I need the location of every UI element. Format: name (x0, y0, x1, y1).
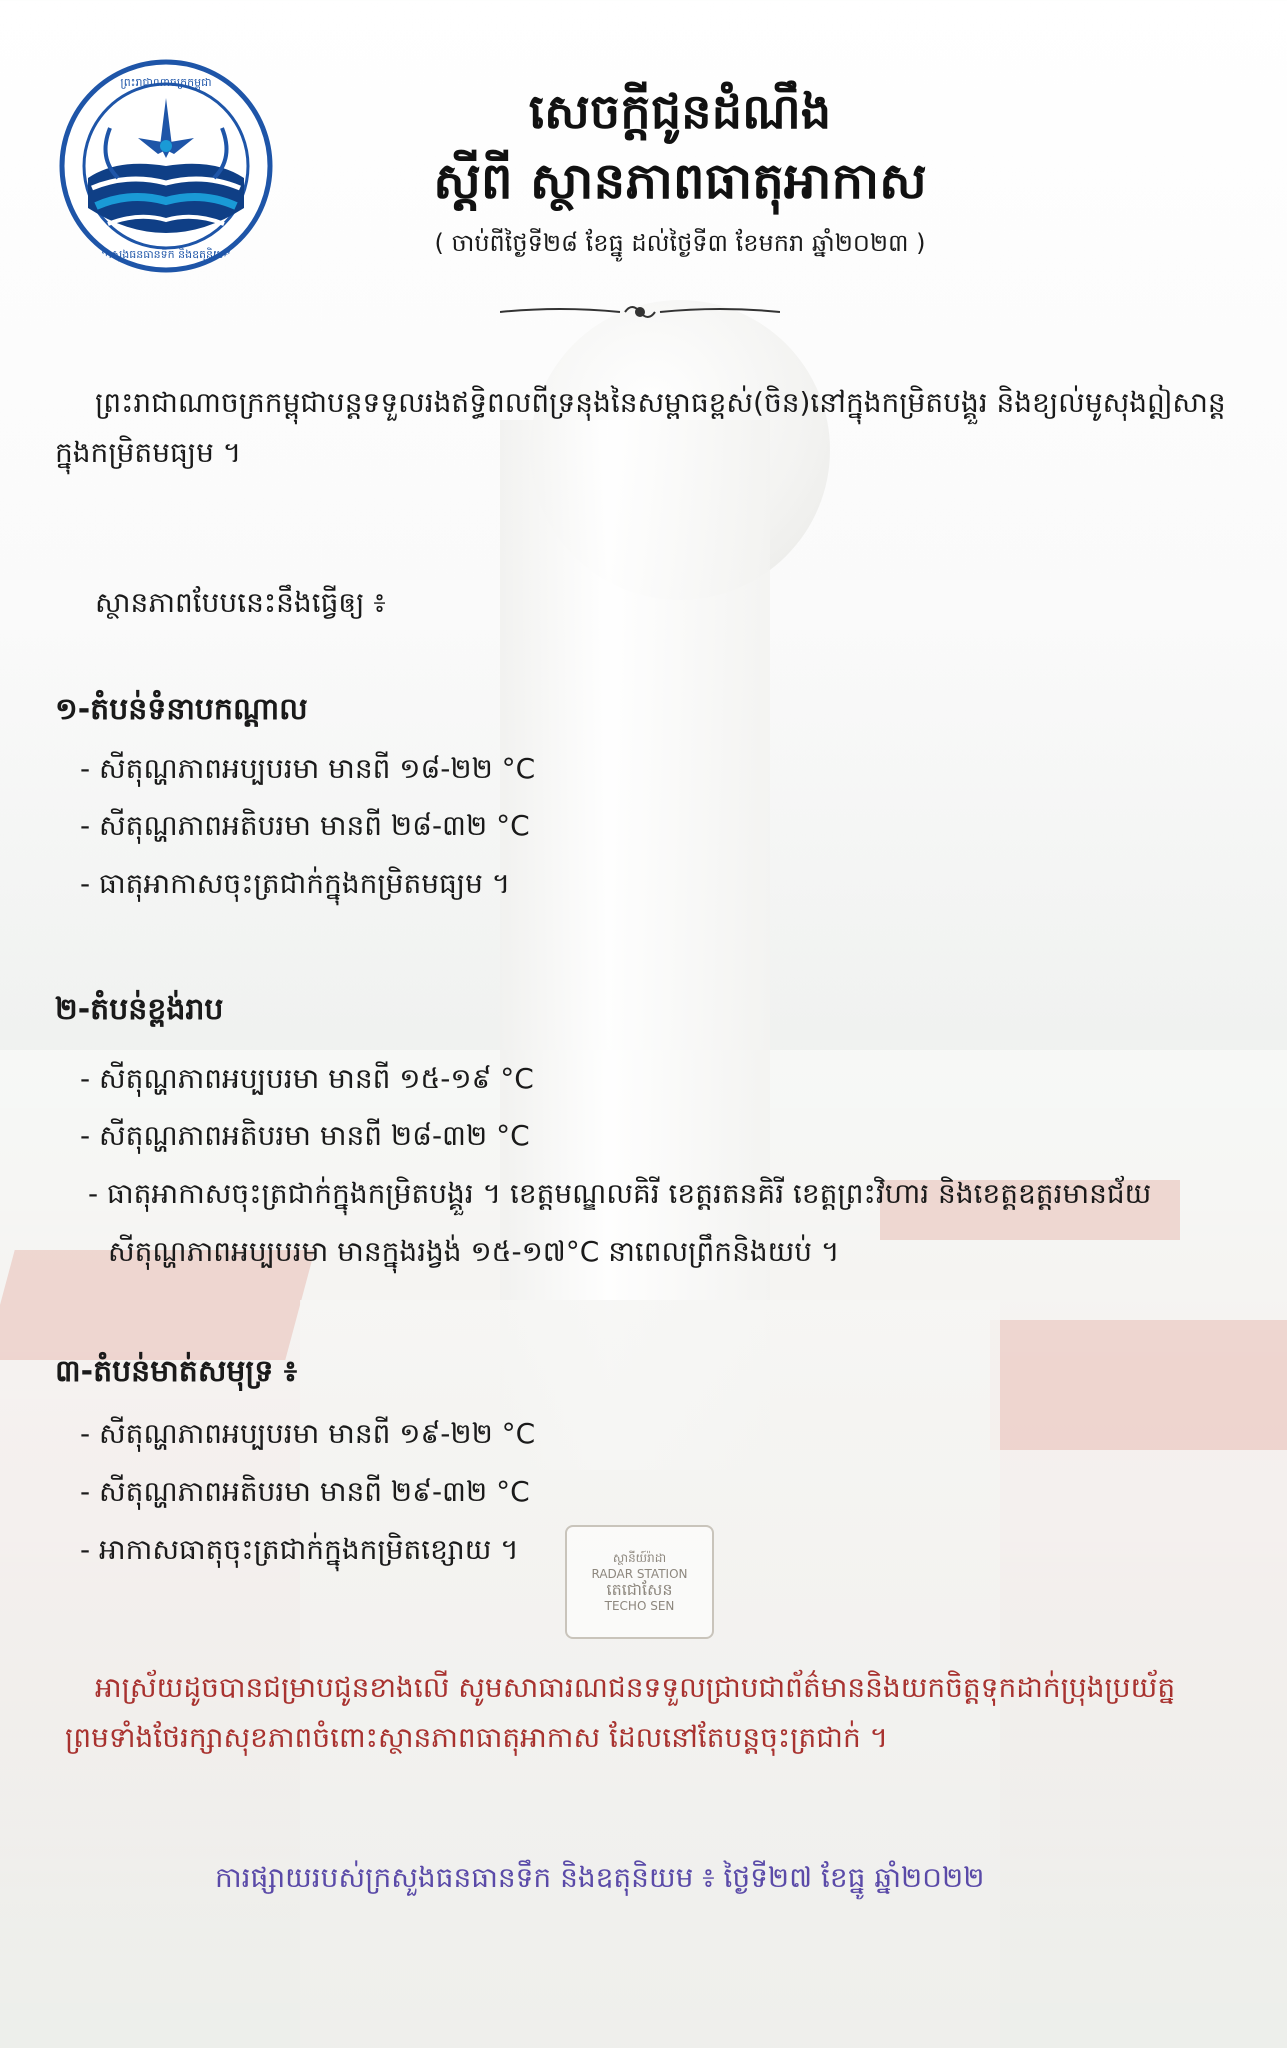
page-title: សេចក្តីជូនដំណឹង (528, 84, 832, 140)
section-2-item: - សីតុណ្ហភាពអតិបរមា មានពី ២៨-៣២ °C (80, 1119, 530, 1152)
section-2-item: - សីតុណ្ហភាពអប្បបរមា មានពី ១៥-១៩ °C (80, 1062, 534, 1095)
intro-paragraph: ព្រះរាជាណាចក្រកម្ពុជាបន្តទទួលរងឥទ្ធិពលពីទ្រនុងនៃសម្ពាធខ្ពស់(ចិន)នៅក្នុងកម្រិតបង្គួរ និងខ្យល់មូសុងឦសាន្តក្នុងកម្រិតមធ្យម ។ (55, 386, 1226, 469)
section-1-item: - ធាតុអាកាសចុះត្រជាក់ក្នុងកម្រិតមធ្យម ។ (80, 867, 511, 900)
section-2-item: - ធាតុអាកាសចុះត្រជាក់ក្នុងកម្រិតបង្គួរ ។ ខេត្តមណ្ឌលគិរី ខេត្តរតនគិរី ខេត្តព្រះវិហារ និងខេត្តឧត្តរមានជ័យ (88, 1177, 1152, 1210)
section-3-item: - សីតុណ្ហភាពអតិបរមា មានពី ២៩-៣២ °C (80, 1475, 530, 1508)
advisory-line-2: ព្រមទាំងថែរក្សាសុខភាពចំពោះស្ថានភាពធាតុអាកាស ដែលនៅតែបន្តចុះត្រជាក់ ។ (65, 1721, 889, 1754)
section-1-item: - សីតុណ្ហភាពអតិបរមា មានពី ២៨-៣២ °C (80, 809, 530, 842)
section-3-heading: ៣-តំបន់មាត់សមុទ្រ ៖ (55, 1354, 298, 1389)
issuer-footer: ការផ្សាយរបស់ក្រសួងធនធានទឹក និងឧតុនិយម ៖ ថ្ងៃទី២៧ ខែធ្នូ ឆ្នាំ២០២២ (215, 1861, 985, 1894)
radar-sign-en2: TECHO SEN (604, 1599, 675, 1613)
ornament-divider-icon (500, 300, 780, 324)
section-1-heading: ១-តំបន់ទំនាបកណ្តាល (55, 692, 308, 727)
section-2-heading: ២-តំបន់ខ្ពង់រាប (55, 992, 224, 1027)
section-3-item: - សីតុណ្ហភាពអប្បបរមា មានពី ១៩-២២ °C (80, 1417, 536, 1450)
section-1-item: - សីតុណ្ហភាពអប្បបរមា មានពី ១៨-២២ °C (80, 752, 536, 785)
ministry-logo-icon (58, 58, 274, 274)
intro-lead: ស្ថានភាពបែបនេះនឹងធ្វើឲ្យ ៖ (95, 586, 386, 619)
logo-ring-bottom: ក្រសួងធនធានទឹក និងឧតុនិយម (101, 248, 231, 261)
radar-sign-kh2: តេជោសែន (606, 1580, 673, 1599)
radar-sign-en: RADAR STATION (591, 1567, 688, 1581)
logo-ring-top: ព្រះរាជាណាចក្រកម្ពុជា (120, 76, 212, 89)
radar-sign-kh: ស្ថានីយ៍រ៉ាដា (612, 1551, 667, 1565)
advisory-line-1: អាស្រ័យដូចបានជម្រាបជូនខាងលើ សូមសាធារណជនទទួលជ្រាបជាព័ត៌មាននិងយកចិត្តទុកដាក់ប្រុងប្រយ័ត្ន (95, 1671, 1176, 1704)
page-subject: ស្តីពី ស្ថានភាពធាតុអាកាស (433, 151, 927, 210)
section-3-item: - អាកាសធាតុចុះត្រជាក់ក្នុងកម្រិតខ្សោយ ។ (80, 1533, 519, 1566)
date-range: ( ចាប់ពីថ្ងៃទី២៨ ខែធ្នូ ដល់ថ្ងៃទី៣ ខែមករា ឆ្នាំ២០២៣ ) (434, 229, 926, 257)
section-2-item: សីតុណ្ហភាពអប្បបរមា មានក្នុងរង្វង់ ១៥-១៧°C នាពេលព្រឹកនិងយប់ ។ (108, 1235, 840, 1268)
